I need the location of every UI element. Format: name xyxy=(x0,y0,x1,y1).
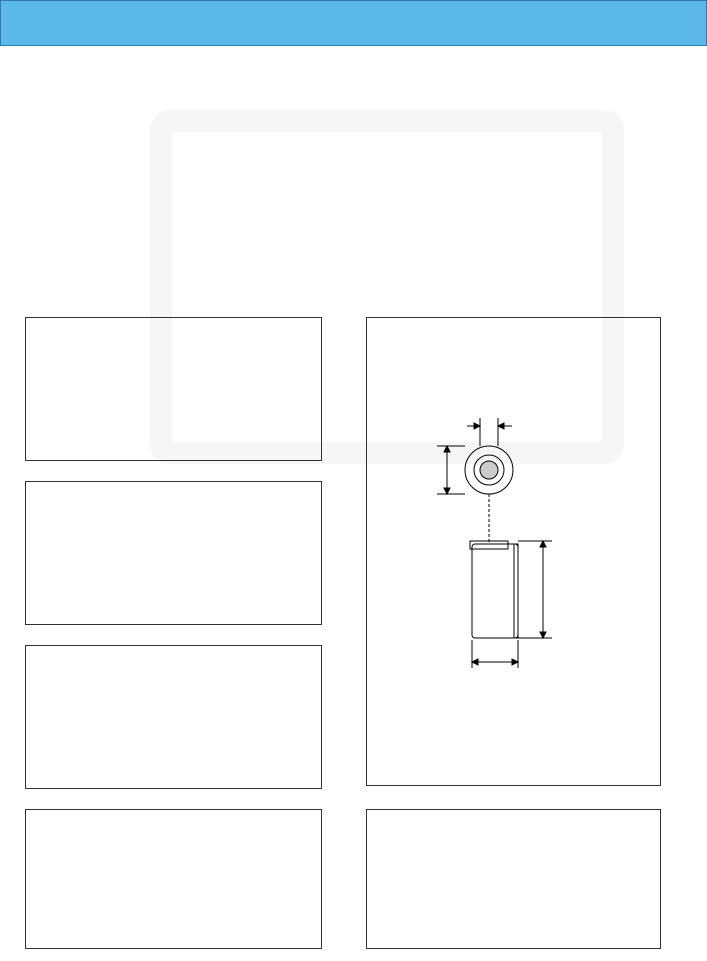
header-bar xyxy=(0,0,707,46)
chart4-panel xyxy=(25,809,322,949)
chart5-panel xyxy=(366,809,661,949)
chart3-panel xyxy=(25,645,322,789)
battery-side-body xyxy=(472,544,518,638)
battery-side-cap xyxy=(470,541,508,549)
chart1-panel xyxy=(25,317,322,461)
battery-top-terminal xyxy=(480,461,498,479)
battery-drawing-panel xyxy=(366,317,661,786)
chart2-panel xyxy=(25,481,322,625)
